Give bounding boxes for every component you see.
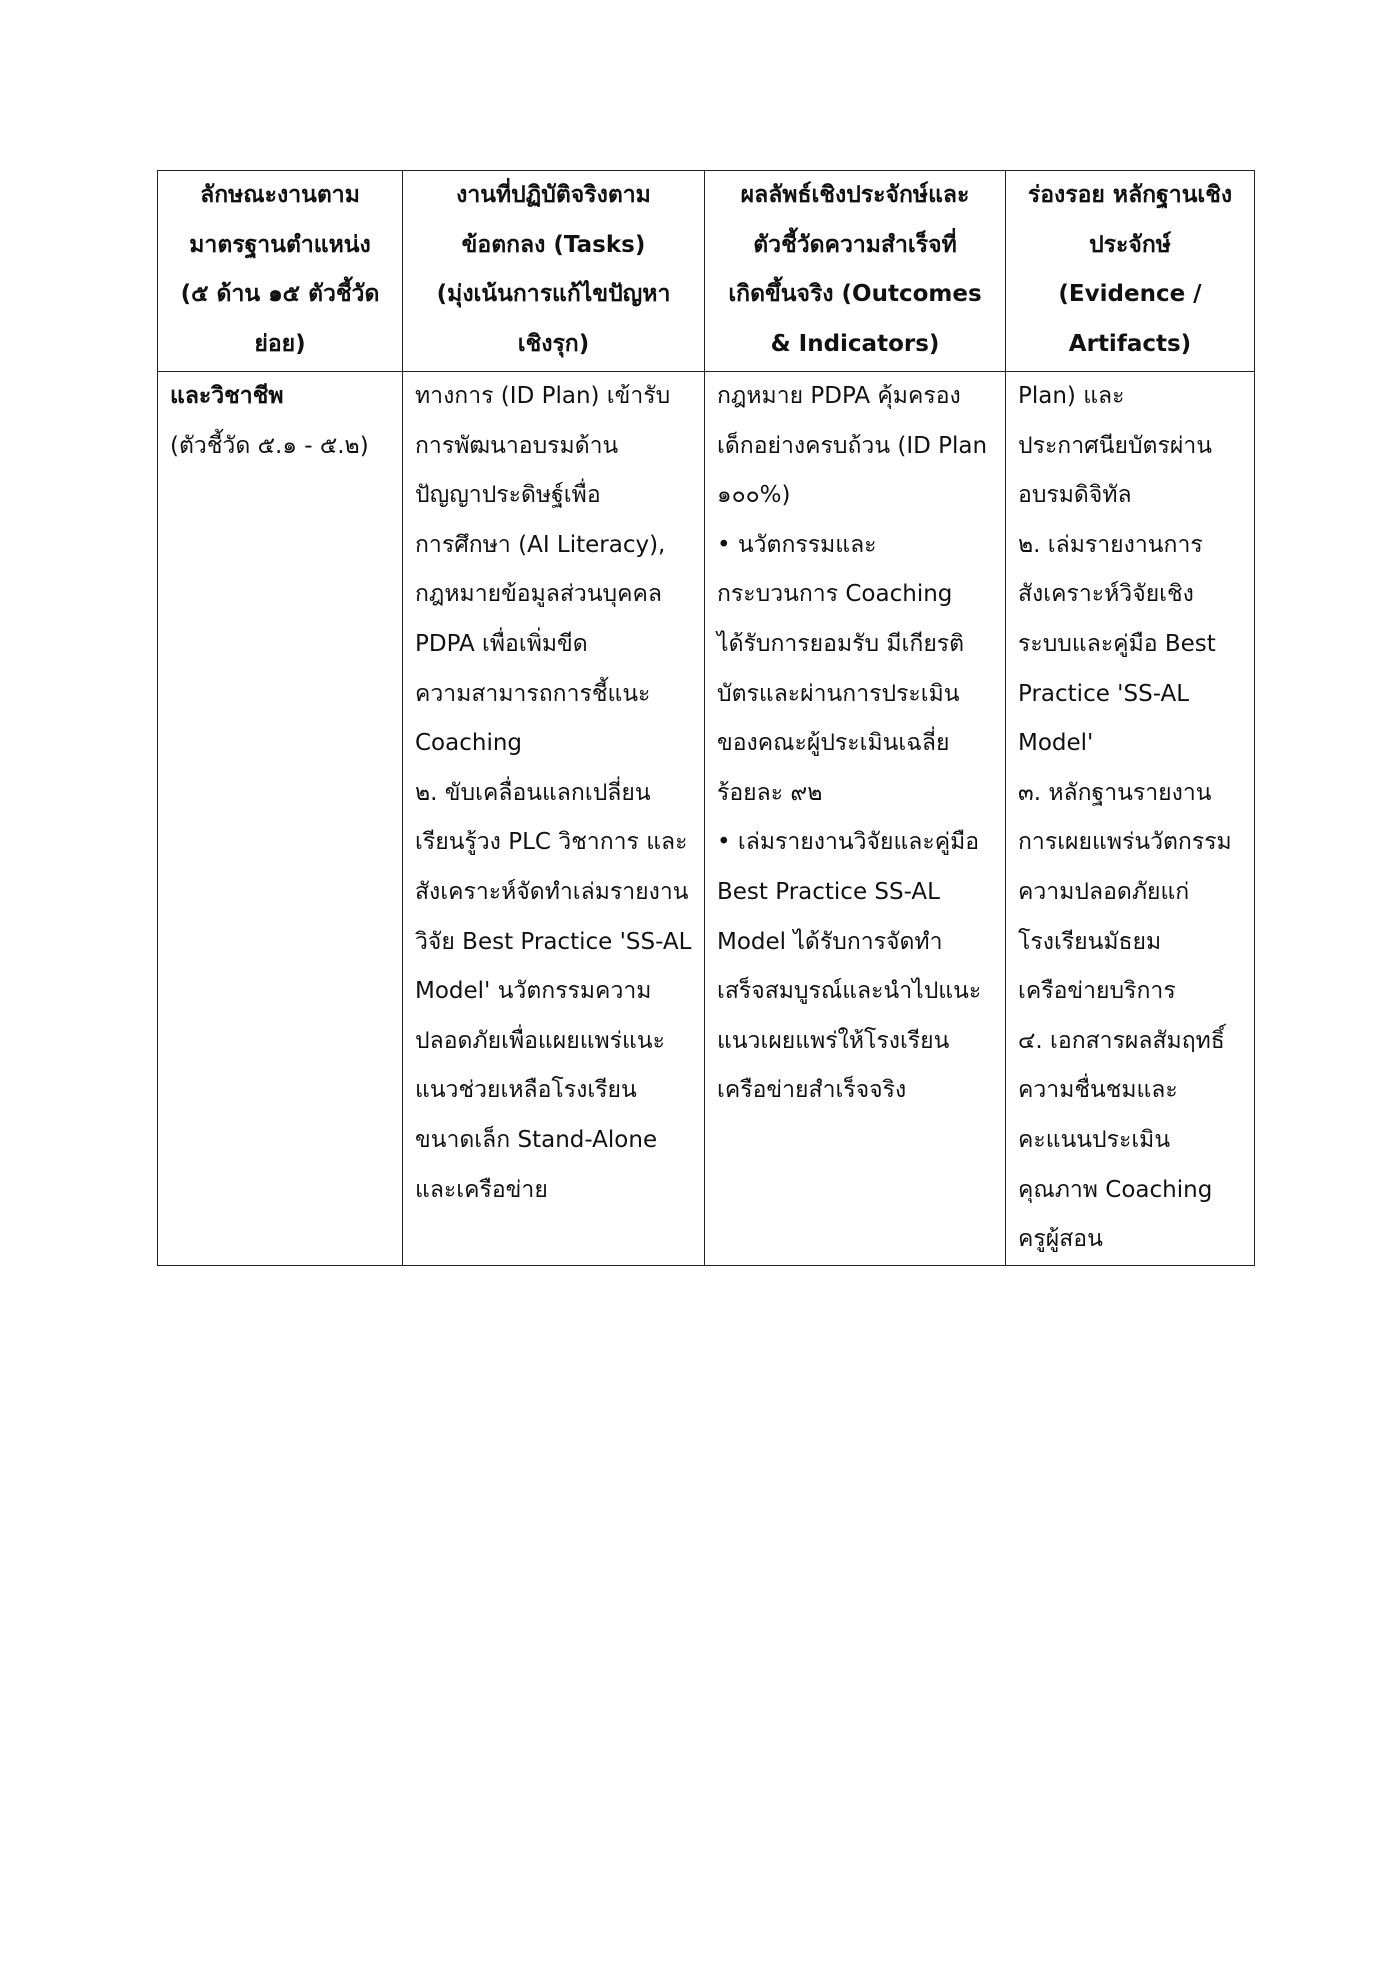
- header-line: (๕ ด้าน ๑๕ ตัวชี้วัด: [180, 281, 380, 307]
- cell-text-line: บัตรและผ่านการประเมิน: [717, 680, 960, 707]
- cell-text-line: สังเคราะห์วิจัยเชิง: [1018, 581, 1194, 608]
- cell-text-line: Practice 'SS-AL: [1018, 680, 1190, 707]
- standard-title: และวิชาชีพ: [170, 383, 284, 409]
- cell-evidence: [1006, 372, 1255, 1266]
- cell-text-line: ประกาศนียบัตรผ่าน: [1018, 432, 1212, 459]
- cell-text-line: อบรมดิจิทัล: [1018, 482, 1132, 509]
- table-row: [158, 372, 1255, 1266]
- cell-text-line: วิจัย Best Practice 'SS-AL: [415, 928, 692, 955]
- cell-text-line: เครือข่ายสำเร็จจริง: [717, 1077, 907, 1104]
- header-outcomes-indicators: [705, 171, 1006, 372]
- header-line: (มุ่งเน้นการแก้ไขปัญหา: [436, 281, 671, 307]
- cell-text-line: ความชื่นชมและ: [1018, 1077, 1178, 1104]
- cell-text-line: ระบบและคู่มือ Best: [1018, 630, 1216, 657]
- cell-standard-characteristics: [158, 372, 403, 1266]
- performance-agreement-table: [157, 170, 1255, 1266]
- cell-text-line: ร้อยละ ๙๒: [717, 779, 823, 806]
- table-header-row: [158, 171, 1255, 372]
- cell-text-line: ๓. หลักฐานรายงาน: [1018, 779, 1212, 806]
- cell-text-line: คุณภาพ Coaching: [1018, 1176, 1213, 1203]
- cell-text-line: ความปลอดภัยแก่: [1018, 878, 1190, 905]
- header-line: มาตรฐานตำแหน่ง: [189, 231, 371, 258]
- header-line: ประจักษ์: [1089, 231, 1171, 258]
- header-line: Artifacts): [1068, 330, 1192, 357]
- cell-text-line: ของคณะผู้ประเมินเฉลี่ย: [717, 730, 950, 757]
- cell-text-line: Best Practice SS-AL: [717, 878, 940, 905]
- header-line: (Evidence /: [1058, 281, 1202, 307]
- cell-text-line: คะแนนประเมิน: [1018, 1126, 1171, 1153]
- cell-text-line: Model ได้รับการจัดทำ: [717, 928, 943, 955]
- cell-text-line: เสร็จสมบูรณ์และนำไปแนะ: [717, 978, 982, 1005]
- header-line: เชิงรุก): [517, 330, 590, 357]
- cell-tasks: [403, 372, 705, 1266]
- cell-text-line: กฎหมาย PDPA คุ้มครอง: [717, 383, 961, 409]
- cell-text-line: • นวัตกรรมและ: [717, 531, 877, 558]
- header-line: งานที่ปฏิบัติจริงตาม: [456, 182, 651, 208]
- cell-text-line: ครูผู้สอน: [1018, 1226, 1103, 1253]
- cell-text-line: Plan) และ: [1018, 383, 1125, 409]
- cell-text-line: แนวช่วยเหลือโรงเรียน: [415, 1077, 637, 1104]
- cell-text-line: กฎหมายข้อมูลส่วนบุคคล: [415, 581, 663, 608]
- cell-text-line: Model' นวัตกรรมความ: [415, 978, 652, 1005]
- cell-text-line: ได้รับการยอมรับ มีเกียรติ: [717, 630, 965, 657]
- header-tasks: [403, 171, 705, 372]
- cell-text-line: กระบวนการ Coaching: [717, 581, 953, 608]
- header-line: ร่องรอย หลักฐานเชิง: [1027, 182, 1233, 208]
- cell-text-line: Model': [1018, 730, 1094, 757]
- cell-text-line: การเผยแพร่นวัตกรรม: [1018, 829, 1232, 856]
- cell-text-line: ๔. เอกสารผลสัมฤทธิ์: [1018, 1027, 1225, 1054]
- header-evidence-artifacts: [1006, 171, 1255, 372]
- cell-text-line: สังเคราะห์จัดทำเล่มรายงาน: [415, 878, 689, 905]
- cell-text-line: การศึกษา (AI Literacy),: [415, 531, 666, 558]
- cell-text-line: Coaching: [415, 730, 523, 757]
- header-line: ลักษณะงานตาม: [200, 182, 360, 208]
- cell-text-line: ๑๐๐%): [717, 482, 791, 509]
- cell-outcomes: [705, 372, 1006, 1266]
- cell-text-line: เครือข่ายบริการ: [1018, 978, 1176, 1005]
- cell-text-line: ๒. เล่มรายงานการ: [1018, 531, 1203, 558]
- cell-text-line: การพัฒนาอบรมด้าน: [415, 432, 619, 459]
- header-line: ย่อย): [254, 330, 306, 357]
- cell-text-line: ทางการ (ID Plan) เข้ารับ: [415, 383, 671, 409]
- cell-text-line: • เล่มรายงานวิจัยและคู่มือ: [717, 829, 980, 856]
- cell-text-line: ปัญญาประดิษฐ์เพื่อ: [415, 482, 601, 509]
- header-line: ข้อตกลง (Tasks): [461, 231, 646, 258]
- cell-text-line: เรียนรู้วง PLC วิชาการ และ: [415, 829, 688, 856]
- cell-text-line: เด็กอย่างครบถ้วน (ID Plan: [717, 432, 988, 459]
- standard-indicator-range: (ตัวชี้วัด ๕.๑ - ๕.๒): [170, 432, 369, 459]
- cell-text-line: PDPA เพื่อเพิ่มขีด: [415, 630, 588, 657]
- cell-text-line: แนวเผยแพร่ให้โรงเรียน: [717, 1027, 950, 1054]
- cell-text-line: โรงเรียนมัธยม: [1018, 928, 1162, 955]
- header-standard-characteristics: [158, 171, 403, 372]
- cell-text-line: ๒. ขับเคลื่อนแลกเปลี่ยน: [415, 779, 651, 806]
- cell-text-line: และเครือข่าย: [415, 1176, 548, 1203]
- header-line: & Indicators): [770, 330, 940, 357]
- cell-text-line: ขนาดเล็ก Stand-Alone: [415, 1126, 658, 1153]
- header-line: ตัวชี้วัดความสำเร็จที่: [753, 231, 957, 258]
- cell-text-line: ปลอดภัยเพื่อแผยแพร่แนะ: [415, 1027, 665, 1054]
- header-line: เกิดขึ้นจริง (Outcomes: [728, 281, 982, 307]
- header-line: ผลลัพธ์เชิงประจักษ์และ: [740, 182, 970, 208]
- cell-text-line: ความสามารถการชี้แนะ: [415, 680, 651, 707]
